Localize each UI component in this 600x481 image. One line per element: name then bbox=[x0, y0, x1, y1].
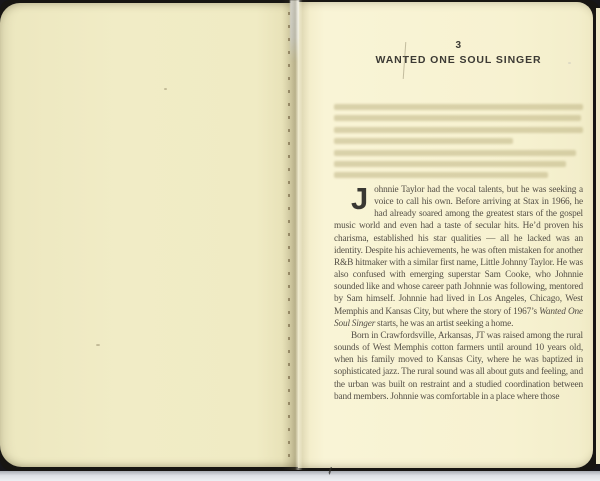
spine-fold-shadow bbox=[282, 0, 310, 470]
underlying-page-edge bbox=[596, 8, 600, 464]
chapter-heading bbox=[334, 40, 583, 66]
binding-stitches bbox=[288, 12, 290, 458]
paper-speck bbox=[568, 62, 571, 64]
left-blank-page bbox=[0, 3, 298, 467]
show-through-line bbox=[334, 104, 583, 110]
paper-speck bbox=[96, 344, 100, 346]
paragraph-1-end: starts, he was an artist seeking a home. bbox=[375, 318, 514, 329]
paper-speck bbox=[164, 88, 167, 90]
show-through-line bbox=[334, 172, 548, 178]
show-through-line bbox=[334, 138, 513, 144]
paragraph-1-text: ohnnie Taylor had the vocal talents, but he was seeking a voice to call his own. Before arriving at Stax in 1966, he had already soared among the greatest stars of the gospel music world and even had a taste of secular hits. He’d proven his charisma, established his star qualities — all he lacked was an identity. Despite his achievements, he was often mistaken for another R&B hitmaker with a similar first name, Little Johnny Taylor. He was also confused with emerging superstar Sam Cooke, who Johnnie sounded like and whose career path Johnnie was following, mentored by Sam himself. Johnnie had lived in Los Angeles, Chicago, West Memphis and Kansas City, but where the story of 1967’s bbox=[334, 185, 583, 317]
show-through-text bbox=[334, 104, 583, 184]
album-title-italic: Wanted One Soul Singer bbox=[334, 306, 583, 329]
chapter-title: WANTED ONE SOUL SINGER bbox=[375, 54, 542, 66]
show-through-line bbox=[334, 161, 566, 167]
chapter-number: 3 bbox=[455, 40, 462, 51]
desk-surface bbox=[0, 471, 600, 481]
paragraph-1 bbox=[334, 181, 583, 330]
show-through-line bbox=[334, 150, 576, 156]
drop-cap: J bbox=[351, 181, 369, 216]
show-through-line bbox=[334, 127, 583, 133]
show-through-line bbox=[334, 115, 581, 121]
body-text-column bbox=[334, 181, 583, 403]
paragraph-2: Born in Crawfordsville, Arkansas, JT was raised among the rural sounds of West Memphis cotton farmers until around 10 years old, when his family moved to Kansas City, where he was baptized in sophisticated jazz. The rural sound was all about guts and feeling, and the urban was built on restraint and a studied coordination between band members. Johnnie was comfortable in a place where those bbox=[334, 330, 583, 402]
